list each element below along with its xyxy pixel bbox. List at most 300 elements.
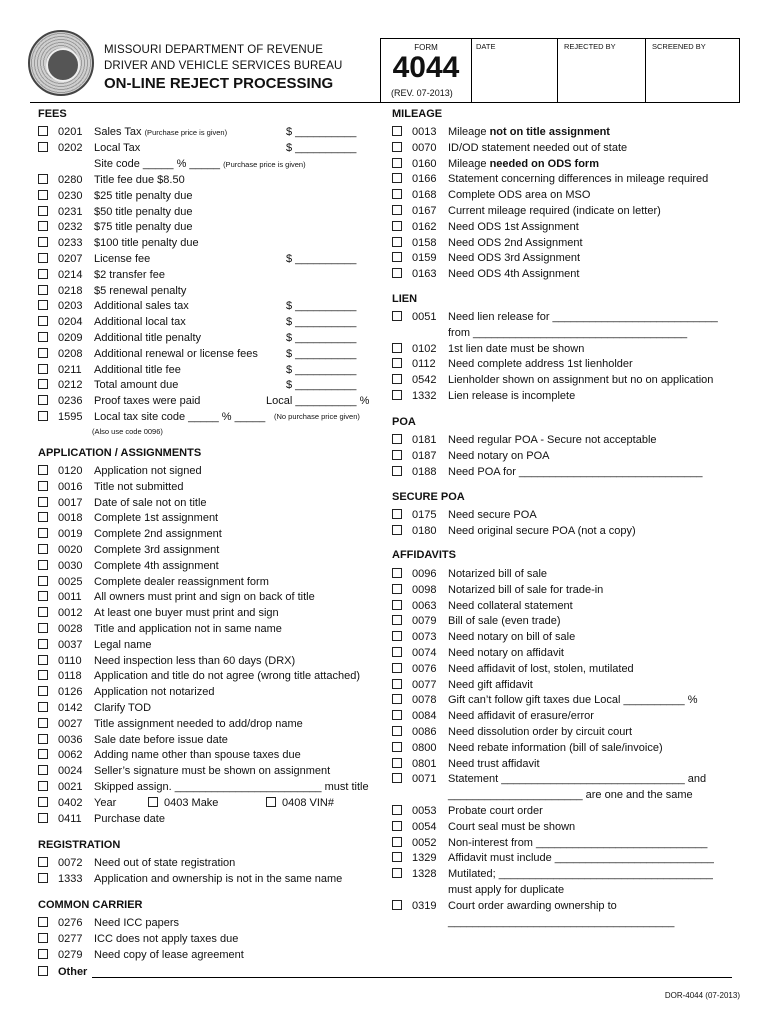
reject-reason: Need affidavit of lost, stolen, mutilated xyxy=(448,662,634,675)
checklist-row[interactable] xyxy=(392,708,737,724)
checkbox[interactable] xyxy=(392,237,402,247)
checkbox[interactable] xyxy=(392,726,402,736)
checklist-row[interactable] xyxy=(38,871,378,887)
reject-reason: Need notary on affidavit xyxy=(448,647,564,659)
checklist-row[interactable] xyxy=(38,542,378,558)
checklist-row[interactable] xyxy=(392,803,737,819)
checkbox[interactable] xyxy=(392,773,402,783)
checklist-row[interactable] xyxy=(38,330,368,346)
reject-code: 0024 xyxy=(58,765,83,778)
reject-reason: Need out of state registration xyxy=(94,857,236,869)
mileage-text: Mileage xyxy=(448,157,490,170)
footer-form-id: DOR-4044 (07-2013) xyxy=(664,991,740,1000)
reject-reason: Additional sales tax xyxy=(94,300,189,313)
checklist-row[interactable] xyxy=(38,362,368,378)
reject-reason: Adding name other than spouse taxes due xyxy=(94,749,301,762)
checkbox[interactable] xyxy=(392,205,402,215)
checkbox[interactable] xyxy=(38,237,48,247)
reject-reason: Application not notarized xyxy=(94,686,215,699)
checklist-row[interactable] xyxy=(38,526,378,542)
checkbox[interactable] xyxy=(38,379,48,389)
checklist-row[interactable] xyxy=(392,432,737,448)
reject-code: 0158 xyxy=(412,236,437,249)
checklist-row[interactable] xyxy=(392,523,737,539)
checklist-row[interactable] xyxy=(38,188,368,204)
checkbox[interactable] xyxy=(38,126,48,136)
reject-reason xyxy=(448,156,599,172)
checkbox[interactable] xyxy=(38,781,48,791)
checklist-row[interactable] xyxy=(38,495,378,511)
checkbox[interactable] xyxy=(392,434,402,444)
reject-reason: Gift can’t follow gift taxes due Local __________ % xyxy=(448,694,698,707)
checklist-row[interactable] xyxy=(392,341,737,357)
site-code-note: (Purchase price is given) xyxy=(223,160,306,169)
checkbox[interactable] xyxy=(38,285,48,295)
checkbox[interactable] xyxy=(38,316,48,326)
checklist-row[interactable] xyxy=(392,325,737,341)
checklist-row[interactable] xyxy=(38,172,368,188)
reject-reason: Need lien release for ___________________________ xyxy=(448,311,718,323)
checklist-row[interactable] xyxy=(392,629,737,645)
checkbox[interactable] xyxy=(392,868,402,878)
reject-reason: Need complete address 1st lienholder xyxy=(448,358,633,371)
checklist-row[interactable] xyxy=(38,653,378,669)
reject-code: 0019 xyxy=(58,528,83,541)
checklist-row[interactable] xyxy=(392,819,737,835)
checklist-row[interactable] xyxy=(38,855,378,871)
checklist-row[interactable] xyxy=(38,747,378,763)
site-code-blank[interactable]: Site code _____ % _____ xyxy=(94,158,220,170)
fee-row-sales-tax[interactable] xyxy=(38,124,368,140)
checklist-row[interactable] xyxy=(392,448,737,464)
reject-reason: Non-interest from ____________________________ xyxy=(448,836,708,849)
checklist-row[interactable] xyxy=(38,795,378,811)
checkbox[interactable] xyxy=(38,576,48,586)
checklist-row[interactable] xyxy=(392,613,737,629)
reject-reason: At least one buyer must print and sign xyxy=(94,607,279,620)
checkbox[interactable] xyxy=(38,348,48,358)
fee-row-site-code[interactable] xyxy=(38,156,368,172)
reject-code: 0051 xyxy=(412,311,437,323)
reject-reason: Complete dealer reassignment form xyxy=(94,575,269,588)
checkbox[interactable] xyxy=(38,395,48,405)
mileage-heading: MILEAGE xyxy=(392,108,443,120)
checkbox[interactable] xyxy=(38,670,48,680)
reject-reason: Court seal must be shown xyxy=(448,820,576,833)
reject-code: 0402 xyxy=(58,796,83,809)
amount-blank[interactable]: $ __________ xyxy=(286,379,357,392)
reject-reason: Affidavit must include __________________________ xyxy=(448,852,714,865)
reject-code: 0126 xyxy=(58,686,83,699)
checklist-row[interactable] xyxy=(392,771,737,787)
checklist-row[interactable] xyxy=(392,850,737,866)
reject-code: 0160 xyxy=(412,157,437,170)
vin-label: 0408 VIN# xyxy=(282,796,334,809)
checkbox[interactable] xyxy=(38,269,48,279)
amount-blank[interactable]: $ __________ xyxy=(286,300,357,313)
reject-reason: Current mileage required (indicate on letter) xyxy=(448,205,661,217)
checkbox[interactable] xyxy=(38,300,48,310)
form-label: FORM xyxy=(414,43,438,52)
checklist-row[interactable] xyxy=(38,283,368,299)
reject-reason: Court order awarding ownership to xyxy=(448,899,617,912)
checklist-row[interactable] xyxy=(38,947,378,963)
reject-code: 0018 xyxy=(58,512,83,525)
checkbox[interactable] xyxy=(392,343,402,353)
checkbox[interactable] xyxy=(392,631,402,641)
checkbox[interactable] xyxy=(392,584,402,594)
reject-code: 0218 xyxy=(58,284,83,297)
checkbox[interactable] xyxy=(392,852,402,862)
reject-code: 0411 xyxy=(58,812,82,825)
checklist-row[interactable] xyxy=(392,171,737,187)
checklist-row[interactable] xyxy=(392,507,737,523)
checklist-row[interactable] xyxy=(392,724,737,740)
reject-code: 0028 xyxy=(58,623,83,635)
checklist-row[interactable] xyxy=(38,732,378,748)
reject-reason: Application and title do not agree (wrong title attached) xyxy=(94,670,360,683)
checkbox[interactable] xyxy=(38,411,48,421)
reject-reason: Need affidavit of erasure/error xyxy=(448,710,594,723)
reject-code: 0279 xyxy=(58,949,83,961)
checklist-row[interactable] xyxy=(392,677,737,693)
reject-code: 0012 xyxy=(58,607,83,620)
checkbox[interactable] xyxy=(38,966,48,976)
checkbox[interactable] xyxy=(392,758,402,768)
reject-code: 0180 xyxy=(412,524,437,537)
checkbox[interactable] xyxy=(38,190,48,200)
make-label: 0403 Make xyxy=(164,796,219,809)
amount-blank[interactable]: $ __________ xyxy=(286,363,357,376)
reject-reason: Probate court order xyxy=(448,805,543,817)
checkbox[interactable] xyxy=(38,607,48,617)
checklist-row[interactable] xyxy=(392,740,737,756)
checkbox[interactable] xyxy=(38,560,48,570)
registration-heading: REGISTRATION xyxy=(38,839,121,851)
checkbox[interactable] xyxy=(392,742,402,752)
checkbox[interactable] xyxy=(392,374,402,384)
checkbox[interactable] xyxy=(38,253,48,263)
checklist-row[interactable] xyxy=(38,621,378,637)
checkbox[interactable] xyxy=(392,358,402,368)
reject-code: 0231 xyxy=(58,205,83,218)
checklist-row[interactable] xyxy=(38,204,368,220)
checkbox[interactable] xyxy=(392,466,402,476)
checklist-row[interactable] xyxy=(392,464,737,480)
checkbox[interactable] xyxy=(392,221,402,231)
checklist-row[interactable] xyxy=(392,187,737,203)
checkbox[interactable] xyxy=(392,600,402,610)
mileage-emphasis: not on title assignment xyxy=(489,126,610,138)
checklist-row[interactable] xyxy=(38,637,378,653)
reject-reason: $100 title penalty due xyxy=(94,237,199,250)
reject-reason: Total amount due xyxy=(94,379,179,392)
checklist-row[interactable] xyxy=(38,377,368,393)
checkbox[interactable] xyxy=(38,933,48,943)
reject-code: 1329 xyxy=(412,852,437,865)
checklist-row[interactable] xyxy=(392,582,737,598)
checkbox[interactable] xyxy=(392,615,402,625)
checklist-row[interactable] xyxy=(392,203,737,219)
reject-code: 1333 xyxy=(58,873,83,885)
reject-code: 0188 xyxy=(412,465,437,478)
checklist-row[interactable] xyxy=(392,356,737,372)
reject-reason: Seller’s signature must be shown on assignment xyxy=(94,765,331,778)
checklist-row[interactable] xyxy=(392,266,737,282)
checklist-row[interactable] xyxy=(38,779,378,795)
checklist-row[interactable] xyxy=(38,931,378,947)
reject-reason: Statement concerning differences in mileage required xyxy=(448,173,709,186)
site-code-line xyxy=(94,156,306,173)
reject-code: 0071 xyxy=(412,773,437,786)
checkbox[interactable] xyxy=(392,805,402,815)
checkbox[interactable] xyxy=(392,126,402,136)
checkbox[interactable] xyxy=(392,189,402,199)
reject-code: 0011 xyxy=(58,591,82,604)
checklist-row[interactable] xyxy=(38,267,368,283)
checkbox[interactable] xyxy=(38,497,48,507)
reject-code: 0074 xyxy=(412,647,437,659)
affidavits-heading: AFFIDAVITS xyxy=(392,549,456,561)
checklist-row[interactable] xyxy=(38,589,378,605)
checklist-row[interactable] xyxy=(392,372,737,388)
checklist-row[interactable] xyxy=(38,915,378,931)
reject-code: 0020 xyxy=(58,544,83,556)
reject-reason: Notarized bill of sale for trade-in xyxy=(448,583,604,596)
checkbox[interactable] xyxy=(392,450,402,460)
checkbox[interactable] xyxy=(38,142,48,152)
checklist-row[interactable] xyxy=(38,393,368,409)
checkbox[interactable] xyxy=(38,765,48,775)
checkbox[interactable] xyxy=(392,268,402,278)
checkbox[interactable] xyxy=(392,142,402,152)
amount-blank[interactable]: $ __________ xyxy=(286,347,357,360)
checkbox[interactable] xyxy=(38,174,48,184)
checkbox[interactable] xyxy=(392,390,402,400)
reject-reason: Need ODS 1st Assignment xyxy=(448,220,579,233)
checklist-row[interactable] xyxy=(38,558,378,574)
agency-name: MISSOURI DEPARTMENT OF REVENUE xyxy=(104,44,323,56)
reject-reason: Additional title penalty xyxy=(94,332,202,344)
checklist-row[interactable] xyxy=(38,510,378,526)
checkbox[interactable] xyxy=(38,949,48,959)
checklist-row[interactable] xyxy=(392,756,737,772)
reject-code: 0063 xyxy=(412,599,437,612)
reject-reason: Complete 1st assignment xyxy=(94,512,219,525)
reject-code: 0280 xyxy=(58,174,83,186)
no-purchase-note: (No purchase price given) xyxy=(274,412,360,421)
checkbox[interactable] xyxy=(38,528,48,538)
reject-reason: 1st lien date must be shown xyxy=(448,342,585,355)
checklist-row[interactable] xyxy=(38,574,378,590)
reject-code: 0230 xyxy=(58,189,83,202)
checklist-row[interactable] xyxy=(392,124,737,140)
checklist-row[interactable] xyxy=(38,479,378,495)
checklist-row[interactable] xyxy=(38,298,368,314)
checkbox[interactable] xyxy=(38,734,48,744)
checklist-row[interactable] xyxy=(38,684,378,700)
checklist-row[interactable] xyxy=(392,914,737,930)
checkbox[interactable] xyxy=(392,663,402,673)
reject-code: 0052 xyxy=(412,836,437,849)
reject-code: 0232 xyxy=(58,221,83,234)
checklist-row[interactable] xyxy=(38,219,368,235)
checkbox[interactable] xyxy=(38,206,48,216)
secure-poa-heading: SECURE POA xyxy=(392,491,465,503)
checklist-row[interactable] xyxy=(392,388,737,404)
checkbox[interactable] xyxy=(392,679,402,689)
reject-reason: $2 transfer fee xyxy=(94,268,165,281)
checkbox[interactable] xyxy=(392,158,402,168)
checkbox-make[interactable] xyxy=(148,797,158,807)
date-label: DATE xyxy=(476,42,496,51)
reject-reason: Need gift affidavit xyxy=(448,678,533,691)
reject-reason: Year xyxy=(94,796,117,809)
checkbox[interactable] xyxy=(392,509,402,519)
checkbox[interactable] xyxy=(38,544,48,554)
reject-reason: ID/OD statement needed out of state xyxy=(448,141,628,154)
fee-row-local-tax[interactable] xyxy=(38,140,368,156)
reject-code: 0202 xyxy=(58,142,83,154)
reject-reason xyxy=(94,124,227,141)
amount-blank[interactable]: $ __________ xyxy=(286,316,357,329)
checkbox[interactable] xyxy=(38,512,48,522)
sales-tax-label: Sales Tax xyxy=(94,126,142,138)
checklist-row[interactable] xyxy=(38,811,378,827)
checkbox[interactable] xyxy=(392,173,402,183)
reject-reason: $25 title penalty due xyxy=(94,189,193,202)
checkbox[interactable] xyxy=(38,917,48,927)
amount-blank[interactable]: $ __________ xyxy=(286,332,357,344)
checklist-row[interactable] xyxy=(392,250,737,266)
checklist-row[interactable] xyxy=(392,235,737,251)
checklist-row[interactable] xyxy=(38,700,378,716)
checkbox[interactable] xyxy=(38,623,48,633)
checkbox[interactable] xyxy=(392,525,402,535)
checkbox[interactable] xyxy=(392,710,402,720)
other-line[interactable] xyxy=(92,977,732,978)
reject-code: 0801 xyxy=(412,757,437,770)
fees-heading: FEES xyxy=(38,108,67,120)
reject-code: 0025 xyxy=(58,575,83,588)
screened-by-label: SCREENED BY xyxy=(652,42,706,51)
reject-reason: Complete 4th assignment xyxy=(94,559,219,572)
checklist-row[interactable] xyxy=(38,346,368,362)
reject-reason: from ___________________________________ xyxy=(448,326,688,339)
mileage-emphasis: needed on ODS form xyxy=(489,157,599,170)
checklist-row[interactable] xyxy=(38,763,378,779)
reject-reason: Title and application not in same name xyxy=(94,623,282,635)
checklist-row[interactable] xyxy=(392,645,737,661)
checkbox[interactable] xyxy=(38,797,48,807)
checkbox[interactable] xyxy=(38,481,48,491)
reject-code: 0800 xyxy=(412,741,437,754)
checkbox[interactable] xyxy=(38,639,48,649)
checklist-row[interactable] xyxy=(38,716,378,732)
checklist-row[interactable] xyxy=(392,898,737,914)
amount-blank[interactable]: $ __________ xyxy=(286,253,357,265)
reject-reason: Complete 2nd assignment xyxy=(94,528,222,541)
checklist-row[interactable] xyxy=(392,598,737,614)
reject-code: 0076 xyxy=(412,662,437,675)
reject-reason: ______________________ are one and the same xyxy=(448,789,693,802)
checklist-row[interactable] xyxy=(38,235,368,251)
checklist-row[interactable] xyxy=(38,409,368,425)
checkbox[interactable] xyxy=(392,900,402,910)
reject-reason: Title fee due $8.50 xyxy=(94,174,185,186)
amount-blank[interactable]: $ __________ xyxy=(286,142,357,154)
checklist-row[interactable] xyxy=(392,309,737,325)
checkbox[interactable] xyxy=(38,702,48,712)
checklist-row[interactable] xyxy=(392,661,737,677)
reject-reason: Need original secure POA (not a copy) xyxy=(448,524,636,537)
reject-reason: Title not submitted xyxy=(94,480,184,493)
checkbox[interactable] xyxy=(38,686,48,696)
checkbox[interactable] xyxy=(392,311,402,321)
checkbox[interactable] xyxy=(38,591,48,601)
missouri-seal-logo xyxy=(28,30,94,96)
checkbox[interactable] xyxy=(392,252,402,262)
checkbox[interactable] xyxy=(392,647,402,657)
poa-heading: POA xyxy=(392,416,416,428)
checkbox[interactable] xyxy=(392,821,402,831)
checkbox[interactable] xyxy=(38,465,48,475)
checkbox[interactable] xyxy=(392,837,402,847)
checklist-row[interactable] xyxy=(38,463,378,479)
checkbox[interactable] xyxy=(38,857,48,867)
rejected-by-box[interactable] xyxy=(558,38,646,102)
reject-code: 0016 xyxy=(58,480,83,493)
reject-code: 0079 xyxy=(412,615,437,628)
checklist-row[interactable] xyxy=(392,219,737,235)
reject-code: 0175 xyxy=(412,509,437,521)
checkbox[interactable] xyxy=(38,655,48,665)
checkbox[interactable] xyxy=(38,332,48,342)
checkbox[interactable] xyxy=(392,568,402,578)
checkbox[interactable] xyxy=(38,221,48,231)
checkbox[interactable] xyxy=(38,718,48,728)
checklist-row[interactable] xyxy=(392,882,737,898)
reject-code: 0030 xyxy=(58,559,83,572)
checklist-row[interactable] xyxy=(392,156,737,172)
amount-blank[interactable]: $ __________ xyxy=(286,126,357,138)
application-heading: APPLICATION / ASSIGNMENTS xyxy=(38,447,202,459)
checkbox-vin[interactable] xyxy=(266,797,276,807)
checklist-row[interactable] xyxy=(38,668,378,684)
reject-reason: Need notary on POA xyxy=(448,449,550,462)
checklist-row[interactable] xyxy=(392,566,737,582)
date-box[interactable] xyxy=(470,38,558,102)
checklist-row[interactable] xyxy=(392,835,737,851)
checklist-row[interactable] xyxy=(392,787,737,803)
checkbox[interactable] xyxy=(38,749,48,759)
reject-reason: Need ICC papers xyxy=(94,917,179,929)
checkbox[interactable] xyxy=(38,364,48,374)
checklist-row[interactable] xyxy=(38,605,378,621)
checklist-row[interactable] xyxy=(38,251,368,267)
reject-reason: Proof taxes were paid xyxy=(94,395,201,408)
checkbox[interactable] xyxy=(392,694,402,704)
reject-code: 0204 xyxy=(58,316,83,329)
checkbox[interactable] xyxy=(38,873,48,883)
checklist-row[interactable] xyxy=(38,314,368,330)
screened-by-box[interactable] xyxy=(646,38,740,102)
checklist-row[interactable] xyxy=(392,692,737,708)
checklist-row[interactable] xyxy=(392,140,737,156)
checkbox[interactable] xyxy=(38,813,48,823)
local-percent-blank[interactable]: Local __________ % xyxy=(266,395,370,408)
checklist-row[interactable] xyxy=(392,866,737,882)
